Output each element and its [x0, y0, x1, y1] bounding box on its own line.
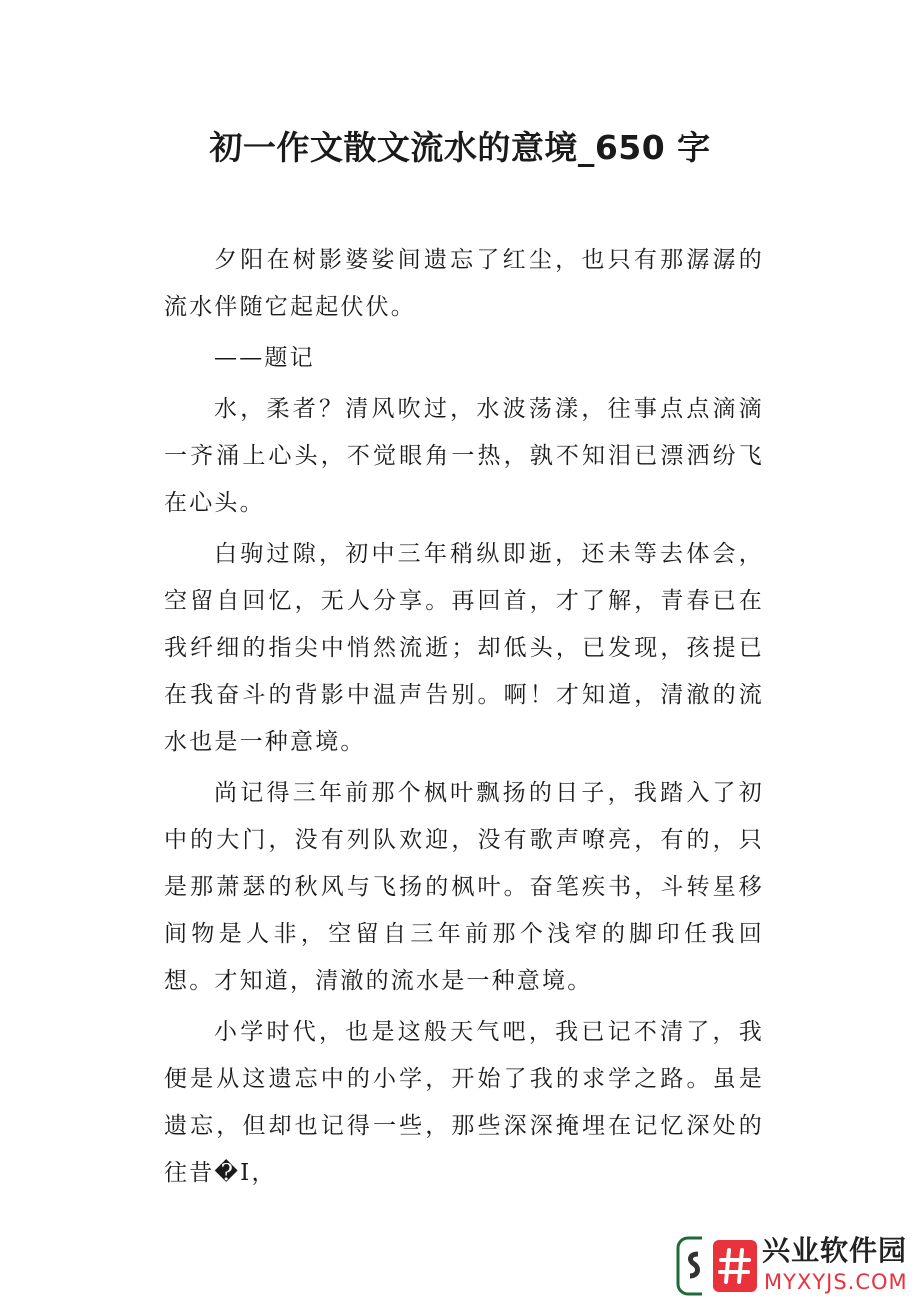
- paragraph-time: 白驹过隙，初中三年稍纵即逝，还未等去体会，空留自回忆，无人分享。再回首，才了解，青春已在我纤细的指尖中悄然流逝；却低头，已发现，孩提已在我奋斗的背影中温声告别。啊！才知道，清澈的流水也是一种意境。: [164, 541, 764, 755]
- page-title: 初一作文散文流水的意境_650 字: [209, 128, 711, 167]
- paragraph-epigraph: 夕阳在树影婆娑间遗忘了红尘，也只有那潺潺的流水伴随它起起伏伏。: [164, 247, 764, 320]
- hash-icon: [713, 1240, 757, 1292]
- watermark-site-name: 兴业软件园: [762, 1234, 908, 1267]
- paragraph-water: 水，柔者？清风吹过，水波荡漾，往事点点滴滴一齐涌上心头，不觉眼角一热，孰不知泪已漂洒纷飞在心头。: [164, 396, 764, 516]
- site-watermark: [676, 1232, 920, 1302]
- paragraph-epigraph-attribution: ——题记: [214, 345, 315, 371]
- watermark-site-url: MYXYJS.COM: [764, 1270, 908, 1294]
- paragraph-memory: 尚记得三年前那个枫叶飘扬的日子，我踏入了初中的大门，没有列队欢迎，没有歌声嘹亮，有的，只是那萧瑟的秋风与飞扬的枫叶。奋笔疾书，斗转星移间物是人非，空留自三年前那个浅窄的脚印任我回想。才知道，清澈的流水是一种意境。: [164, 780, 764, 994]
- article-body: [164, 237, 764, 1201]
- watermark-partial-logo: [676, 1236, 702, 1296]
- paragraph-primary-school: 小学时代，也是这般天气吧，我已记不清了，我便是从这遗忘中的小学，开始了我的求学之路。虽是遗忘，但却也记得一些，那些深深掩埋在记忆深处的往昔�Ⅰ，: [164, 1019, 764, 1186]
